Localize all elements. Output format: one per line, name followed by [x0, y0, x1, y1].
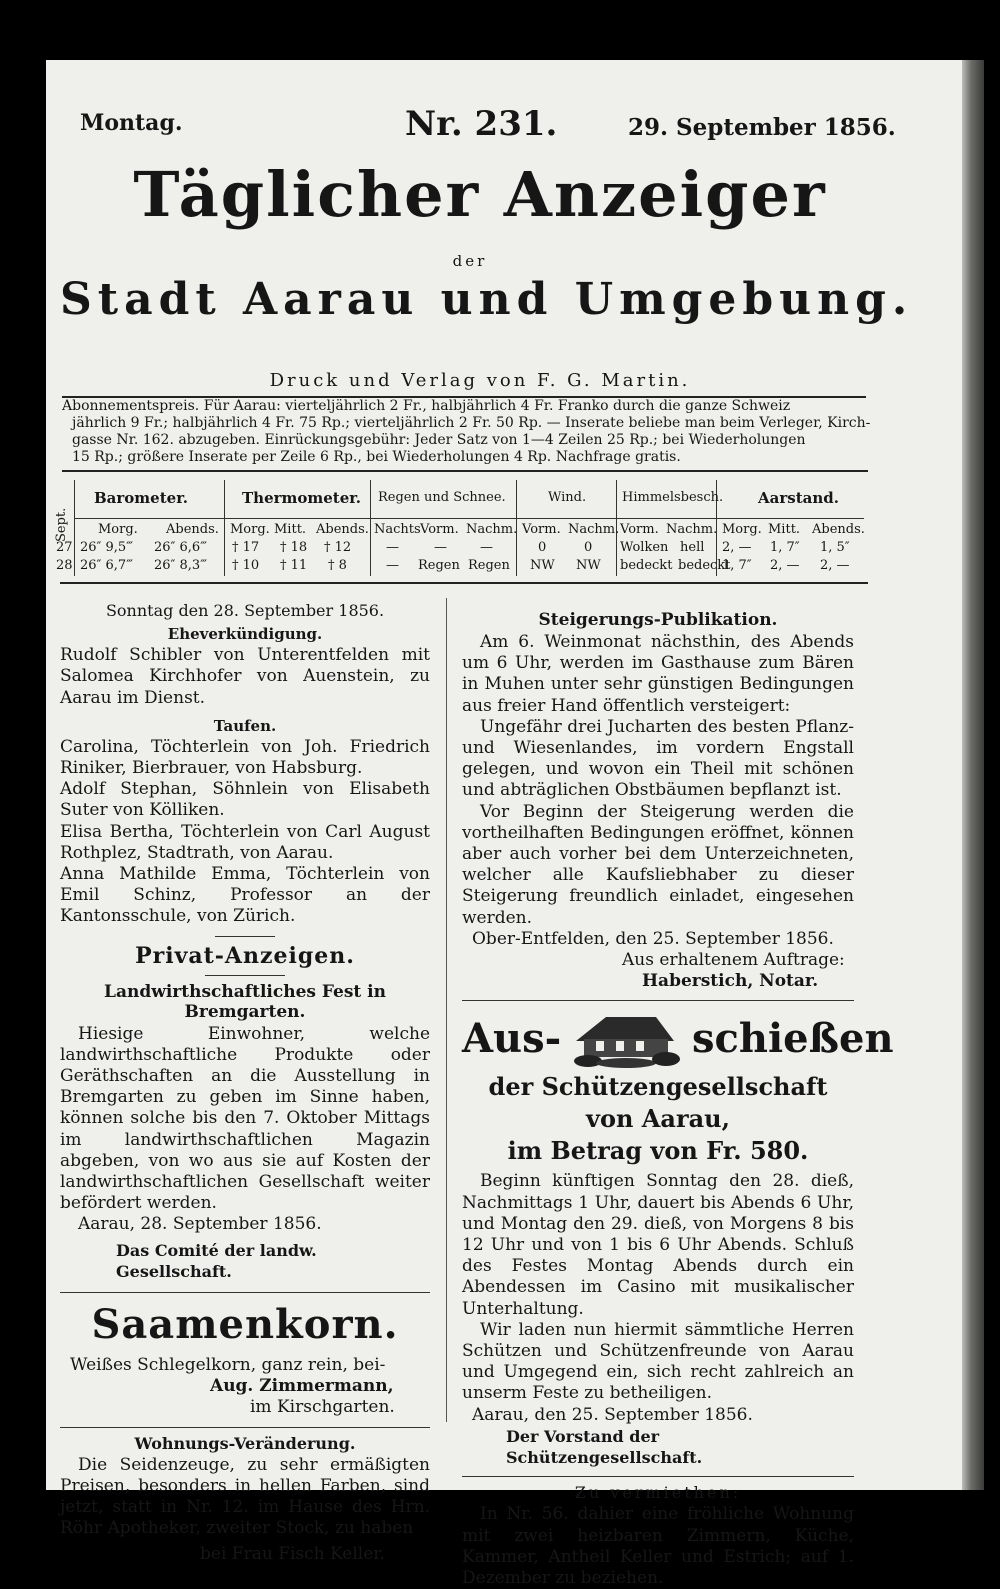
cell-th-a: † 12: [324, 540, 352, 555]
cell-h-v: bedeckt: [620, 558, 673, 573]
fest-date: Aarau, 28. September 1856.: [78, 1214, 322, 1235]
cell-th-m: † 10: [232, 558, 260, 573]
issue-date: 29. September 1856.: [628, 114, 896, 141]
wohnung-signature: bei Frau Fisch Keller.: [200, 1543, 385, 1564]
cell-th-a: † 8: [328, 558, 347, 573]
sub-aar-morg: Morg.: [722, 522, 762, 537]
group-thermometer: Thermometer.: [242, 489, 362, 507]
steigerung-heading: Steigerungs-Publikation.: [538, 610, 778, 630]
fest-signature: Das Comité der landw. Gesellschaft.: [116, 1240, 317, 1281]
subscription-line: 15 Rp.; größere Inserate per Zeile 6 Rp., bei Wiederholungen 4 Rp. Nachfrage gratis.: [72, 449, 681, 465]
sub-baro-abends: Abends.: [166, 522, 219, 537]
saamen-heading: Saamenkorn.: [91, 1301, 399, 1349]
cell-h-n: bedeckt: [678, 558, 731, 573]
ausschiessen-date: Aarau, den 25. September 1856.: [472, 1404, 753, 1425]
sub-th-morg: Morg.: [230, 522, 270, 537]
column-divider: [446, 598, 447, 1422]
saamen-place: im Kirschgarten.: [250, 1397, 395, 1418]
cell-r-v: —: [434, 540, 447, 555]
sub-himmel-nachm: Nachm.: [666, 522, 718, 537]
ausschiessen-subtitle: der Schützengesellschaft von Aarau,: [488, 1072, 828, 1134]
weather-table: [54, 480, 864, 580]
page-edge: [962, 60, 984, 1490]
cell-r-n: —: [386, 540, 399, 555]
ehe-heading: Eheverkündigung.: [167, 625, 323, 644]
ausschiessen-title-row: [462, 1011, 894, 1071]
issue-number: Nr. 231.: [405, 104, 558, 144]
sub-baro-morg: Morg.: [98, 522, 138, 537]
subscription-rule: [62, 470, 868, 472]
cell-a-mi: 2, —: [770, 558, 800, 573]
cell-baro-m: 26″ 9,5‴: [80, 540, 133, 555]
sub-regen-nachts: Nachts: [374, 522, 421, 537]
taufe-entry: Adolf Stephan, Söhnlein von Elisabeth Suter von Kölliken.: [60, 779, 430, 821]
privat-heading: Privat-Anzeigen.: [135, 942, 355, 969]
ausschiessen-title-right: schießen: [692, 1015, 894, 1063]
group-aarstand: Aarstand.: [758, 489, 839, 507]
ehe-text: Rudolf Schibler von Unterentfelden mit Salomea Kirchhofer von Auenstein, zu Aarau im Dienst.: [60, 645, 430, 708]
steigerung-text: Am 6. Weinmonat nächsthin, des Abends um 6 Uhr, werden im Gasthause zum Bären in Muhen unter sehr günstigen Bedingungen aus freier Hand öffentlich versteigert:: [462, 632, 854, 716]
shooting-stand-illustration: [566, 1011, 684, 1069]
left-column: [60, 600, 430, 1565]
subscription-line: gasse Nr. 162. abzugeben. Einrückungsgebühr: Jeder Satz von 1—4 Zeilen 25 Rp.; bei Wiederholungen: [72, 432, 806, 448]
ausschiessen-text-2: Wir laden nun hiermit sämmtliche Herren Schützen und Schützenfreunde von Aarau und Umgegend ein, sich recht zahlreich an unserm Feste zu betheiligen.: [462, 1319, 854, 1404]
cell-h-v: Wolken: [620, 540, 669, 555]
sub-regen-vorm: Vorm.: [420, 522, 459, 537]
steigerung-auftrag: Aus erhaltenem Auftrage:: [622, 950, 845, 971]
masthead-subtitle: Stadt Aarau und Umgebung.: [60, 274, 914, 325]
cell-baro-m: 26″ 6,7‴: [80, 558, 133, 573]
ausschiessen-amount: im Betrag von Fr. 580.: [507, 1136, 809, 1166]
masthead-title: Täglicher Anzeiger: [133, 158, 827, 231]
cell-w-n: NW: [576, 558, 601, 573]
sub-himmel-vorm: Vorm.: [620, 522, 659, 537]
steigerung-text-3: Vor Beginn der Steigerung werden die vortheilhaften Bedingungen eröffnet, können aber auch vorher bei dem Unterzeichneten, welcher alle Kaufsliebhaber zu dieser Steigerung freundlich einladet, eingesehen werden.: [462, 801, 854, 928]
steigerung-text-2: Ungefähr drei Jucharten des besten Pflanz- und Wiesenlandes, im vordern Engstall gelegen, und wovon ein Theil mit schönen und abträglichen Obstbäumen bepflanzt ist.: [462, 716, 854, 801]
group-wind: Wind.: [548, 490, 587, 505]
fest-heading: Landwirthschaftliches Fest in: [104, 981, 386, 1002]
cell-a-a: 2, —: [820, 558, 850, 573]
wohnung-text: Die Seidenzeuge, zu sehr ermäßigten Preisen, besonders in hellen Farben, sind jetzt, statt in Nr. 12. im Hause des Hrn. Röhr Apotheker, zweiter Stock, zu haben: [60, 1454, 430, 1539]
group-barometer: Barometer.: [94, 489, 188, 507]
subscription-block: [62, 398, 871, 466]
steigerung-date: Ober-Entfelden, den 25. September 1856.: [472, 928, 834, 949]
sub-th-abends: Abends.: [316, 522, 369, 537]
cell-w-n: 0: [584, 540, 593, 555]
cell-baro-a: 26″ 6,6‴: [154, 540, 207, 555]
fest-text: Hiesige Einwohner, welche landwirthschaftliche Produkte oder Geräthschaften an die Ausstellung in Bremgarten zu geben im Sinne haben, können solche bis den 7. Oktober Mittags im landwirthschaftlichen Magazin abgeben, von wo aus sie auf Kosten der landwirthschaftlichen Gesellschaft weiter befördert werden.: [60, 1023, 430, 1214]
cell-a-m: 1, 7″: [722, 558, 752, 573]
cell-r-n: —: [386, 558, 399, 573]
vermiethen-text: In Nr. 56. dahier eine fröhliche Wohnung mit zwei heizbaren Zimmern, Küche, Kammer, Antheil Keller und Estrich; auf 1. Dezember zu beziehen.: [462, 1504, 854, 1588]
publisher-line: Druck und Verlag von F. G. Martin.: [269, 370, 691, 391]
masthead-der: der: [452, 252, 488, 270]
cell-r-a: Regen: [468, 558, 510, 573]
cell-a-a: 1, 5″: [820, 540, 850, 555]
saamen-line: Weißes Schlegelkorn, ganz rein, bei-: [70, 1355, 386, 1376]
sub-aar-mitt: Mitt.: [768, 522, 801, 537]
taufe-entry: Elisa Bertha, Töchterlein von Carl August Rothplez, Stadtrath, von Aarau.: [60, 821, 430, 863]
sunday-date: Sonntag den 28. September 1856.: [105, 601, 385, 620]
group-himmel: Himmelsbesch.: [622, 490, 724, 505]
subscription-line: Abonnementspreis. Für Aarau: vierteljährlich 2 Fr., halbjährlich 4 Fr. Franko durch die ganze Schweiz: [62, 398, 791, 414]
taufe-entry: Carolina, Töchterlein von Joh. Friedrich Riniker, Bierbrauer, von Habsburg.: [60, 736, 430, 779]
ausschiessen-title-left: Aus-: [462, 1015, 562, 1063]
row-day: 28: [56, 558, 73, 573]
wohnung-heading: Wohnungs-Veränderung.: [134, 1433, 356, 1453]
steigerung-signature: Haberstich, Notar.: [642, 971, 819, 992]
day-label: Montag.: [80, 110, 183, 136]
cell-th-mi: † 11: [280, 558, 308, 573]
sub-aar-abends: Abends.: [812, 522, 865, 537]
cell-th-mi: † 18: [280, 540, 308, 555]
cell-a-mi: 1, 7″: [770, 540, 800, 555]
cell-r-a: —: [480, 540, 493, 555]
cell-th-m: † 17: [232, 540, 260, 555]
ausschiessen-text: Beginn künftigen Sonntag den 28. dieß, Nachmittags 1 Uhr, dauert bis Abends 6 Uhr, und Montag den 29. dieß, von Morgens 8 bis 12 Uhr und von 1 bis 6 Uhr Abends. Schluß des Festes Montag Abends durch ein Abendessen im Casino mit musikalischer Unterhaltung.: [462, 1171, 854, 1319]
table-rule: [60, 582, 868, 584]
saamen-merchant: Aug. Zimmermann,: [210, 1376, 394, 1397]
group-regen: Regen und Schnee.: [378, 490, 506, 505]
sub-regen-nachm: Nachm.: [466, 522, 518, 537]
row-day: 27: [56, 540, 73, 555]
ausschiessen-signature: Der Vorstand der Schützengesellschaft.: [506, 1426, 703, 1468]
right-column: [462, 610, 894, 1589]
sub-th-mitt: Mitt.: [274, 522, 307, 537]
sub-wind-nachm: Nachm.: [568, 522, 620, 537]
cell-r-v: Regen: [418, 558, 460, 573]
subscription-line: jährlich 9 Fr.; halbjährlich 4 Fr. 75 Rp.; vierteljährlich 2 Fr. 50 Rp. — Inserate beliebe man beim Verleger, Kirch-: [72, 415, 871, 431]
cell-w-v: 0: [538, 540, 547, 555]
cell-a-m: 2, —: [722, 540, 752, 555]
fest-heading-place: Bremgarten.: [184, 1001, 306, 1022]
vermiethen-heading: Zu vermiethen:: [574, 1483, 742, 1503]
sub-wind-vorm: Vorm.: [522, 522, 561, 537]
cell-w-v: NW: [530, 558, 555, 573]
sept-label: Sept.: [54, 507, 69, 542]
cell-h-n: hell: [680, 540, 705, 555]
cell-baro-a: 26″ 8,3‴: [154, 558, 207, 573]
taufen-heading: Taufen.: [213, 716, 277, 735]
taufe-entry: Anna Mathilde Emma, Töchterlein von Emil Schinz, Professor an der Kantonsschule, von Zürich.: [60, 864, 430, 927]
